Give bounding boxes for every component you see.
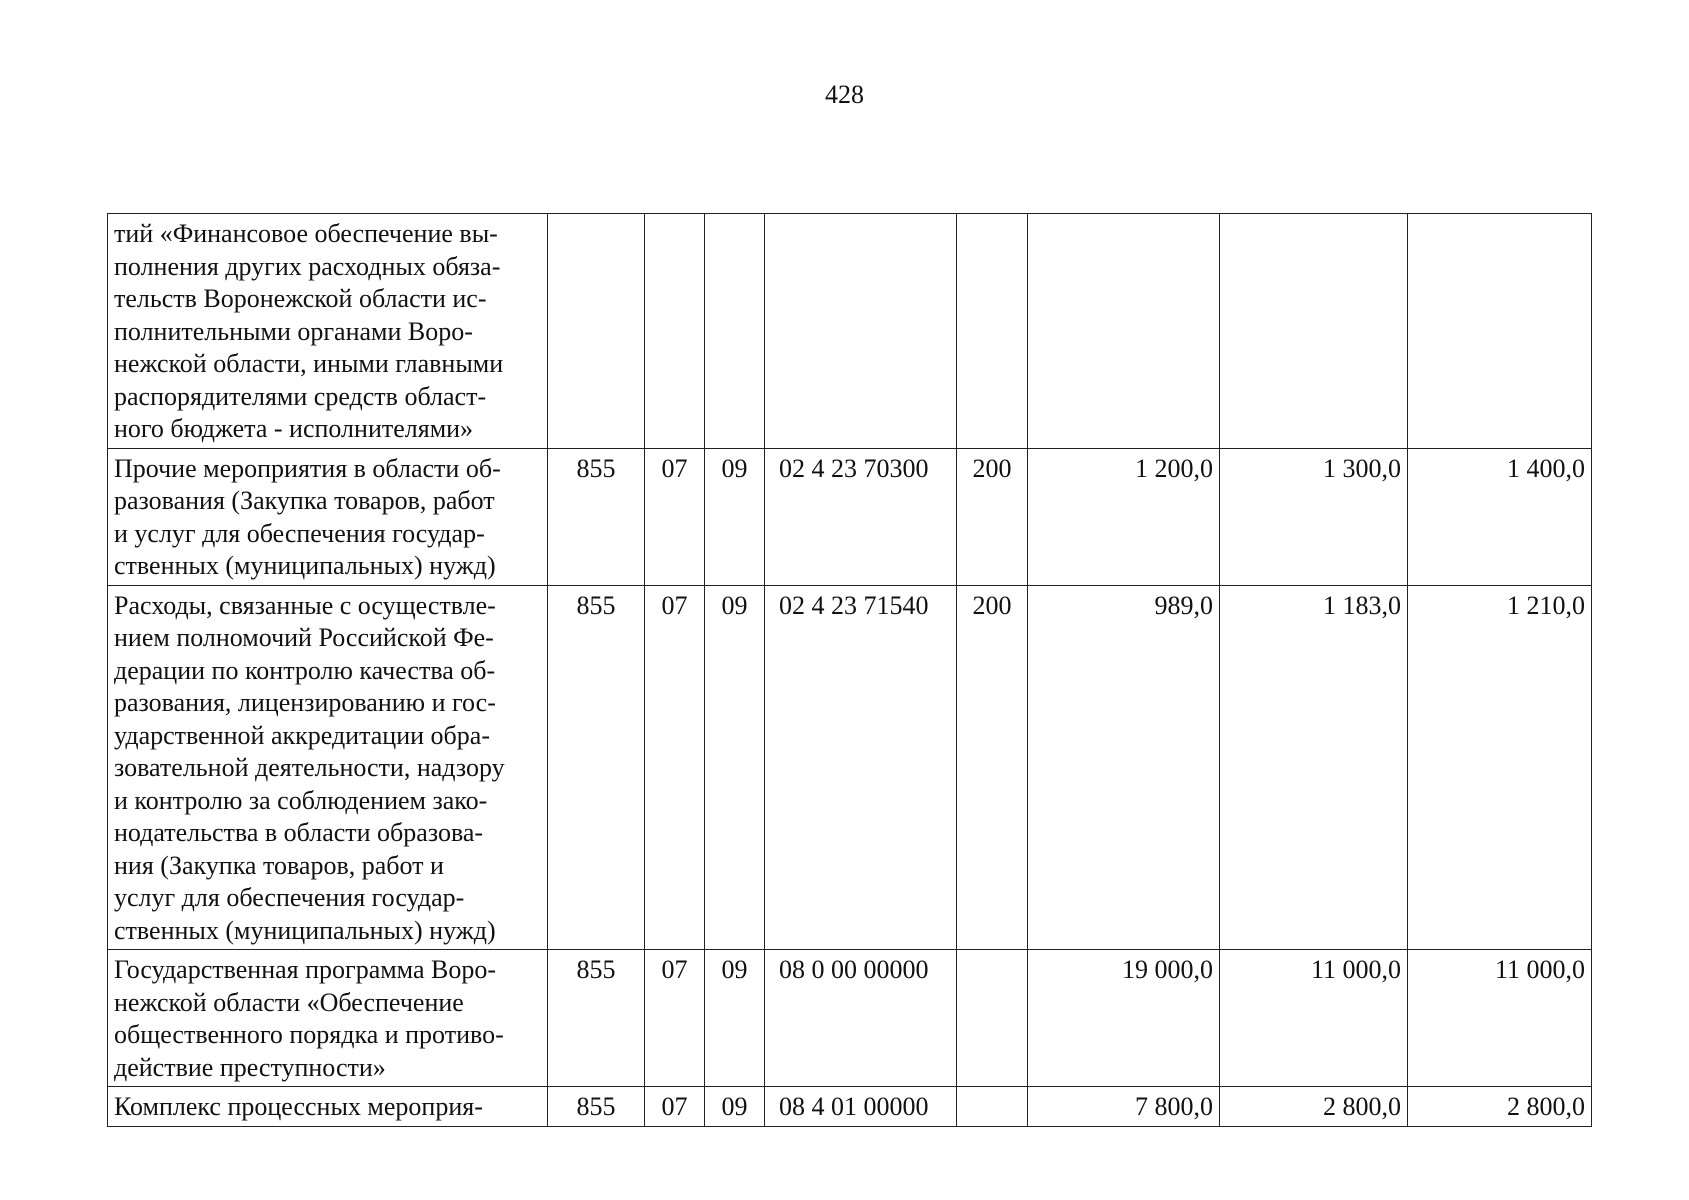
amount-year3-cell: 1 400,0 (1408, 448, 1592, 585)
item-name-line: Прочие мероприятия в области об- (114, 453, 501, 483)
target-article-cell: 08 4 01 00000 (765, 1087, 957, 1127)
amount-year3-cell: 2 800,0 (1408, 1087, 1592, 1127)
item-name-line: и контролю за соблюдением зако- (114, 785, 488, 815)
table-body (108, 214, 1592, 1127)
expense-type-cell (957, 1087, 1028, 1127)
section-code-cell: 07 (645, 950, 705, 1087)
table-row (108, 214, 1592, 449)
amount-year3-cell (1408, 214, 1592, 449)
gr-code-cell: 855 (548, 1087, 645, 1127)
budget-table (107, 213, 1592, 1127)
section-code-cell: 07 (645, 585, 705, 950)
subsection-code-cell: 09 (705, 950, 765, 1087)
item-name-line: ного бюджета - исполнителями» (114, 414, 474, 443)
item-name-cell (108, 950, 548, 1087)
item-name-cell (108, 448, 548, 585)
target-article-cell: 02 4 23 71540 (765, 585, 957, 950)
item-name-line: тий «Финансовое обеспечение вы- (114, 219, 498, 248)
item-name-cell (108, 585, 548, 950)
item-name-cell (108, 1087, 548, 1127)
gr-code-cell: 855 (548, 950, 645, 1087)
target-article-cell: 08 0 00 00000 (765, 950, 957, 1087)
amount-year2-cell (1220, 214, 1408, 449)
subsection-code-cell (705, 214, 765, 449)
amount-year1-cell: 989,0 (1028, 585, 1220, 950)
item-name-line: общественного порядка и противо- (114, 1020, 504, 1049)
table-row (108, 1087, 1592, 1127)
item-name-line: ственных (муниципальных) нужд) (114, 551, 496, 580)
table-row (108, 585, 1592, 950)
gr-code-cell: 855 (548, 585, 645, 950)
amount-year2-cell: 1 300,0 (1220, 448, 1408, 585)
section-code-cell: 07 (645, 448, 705, 585)
expense-type-cell: 200 (957, 448, 1028, 585)
subsection-code-cell: 09 (705, 1087, 765, 1127)
item-name-line: полнения других расходных обяза- (114, 251, 501, 281)
amount-year1-cell: 7 800,0 (1028, 1087, 1220, 1127)
item-name-line: и услуг для обеспечения государ- (114, 518, 485, 548)
item-name-line: ния (Закупка товаров, работ и (114, 850, 444, 880)
page-number: 428 (825, 80, 864, 109)
amount-year1-cell: 19 000,0 (1028, 950, 1220, 1087)
amount-year3-cell: 11 000,0 (1408, 950, 1592, 1087)
item-name-line: разования, лицензированию и гос- (114, 688, 496, 717)
item-name-line: Комплекс процессных мероприя- (114, 1092, 483, 1121)
amount-year3-cell: 1 210,0 (1408, 585, 1592, 950)
section-code-cell (645, 214, 705, 449)
item-name-line: дерации по контролю качества об- (114, 655, 496, 685)
table-row (108, 950, 1592, 1087)
item-name-line: тельств Воронежской области ис- (114, 284, 487, 313)
item-name-line: нодательства в области образова- (114, 818, 484, 847)
item-name-cell (108, 214, 548, 449)
expense-type-cell: 200 (957, 585, 1028, 950)
amount-year2-cell: 2 800,0 (1220, 1087, 1408, 1127)
expense-type-cell (957, 950, 1028, 1087)
item-name-line: нежской области «Обеспечение (114, 987, 464, 1017)
item-name-line: нием полномочий Российской Фе- (114, 623, 494, 652)
item-name-line: действие преступности» (114, 1052, 386, 1082)
item-name-line: Государственная программа Воро- (114, 955, 497, 984)
item-name-line: услуг для обеспечения государ- (114, 883, 465, 912)
gr-code-cell: 855 (548, 448, 645, 585)
expense-type-cell (957, 214, 1028, 449)
item-name-line: ударственной аккредитации обра- (114, 720, 490, 750)
amount-year2-cell: 1 183,0 (1220, 585, 1408, 950)
amount-year1-cell: 1 200,0 (1028, 448, 1220, 585)
item-name-line: распорядителями средств област- (114, 381, 487, 411)
gr-code-cell (548, 214, 645, 449)
item-name-line: полнительными органами Воро- (114, 316, 473, 346)
target-article-cell (765, 214, 957, 449)
item-name-line: разования (Закупка товаров, работ (114, 486, 495, 515)
amount-year1-cell (1028, 214, 1220, 449)
item-name-line: ственных (муниципальных) нужд) (114, 915, 496, 945)
subsection-code-cell: 09 (705, 585, 765, 950)
subsection-code-cell: 09 (705, 448, 765, 585)
item-name-line: нежской области, иными главными (114, 349, 504, 378)
table-row (108, 448, 1592, 585)
target-article-cell: 02 4 23 70300 (765, 448, 957, 585)
amount-year2-cell: 11 000,0 (1220, 950, 1408, 1087)
item-name-line: Расходы, связанные с осуществле- (114, 590, 496, 620)
item-name-line: зовательной деятельности, надзору (114, 753, 505, 782)
section-code-cell: 07 (645, 1087, 705, 1127)
